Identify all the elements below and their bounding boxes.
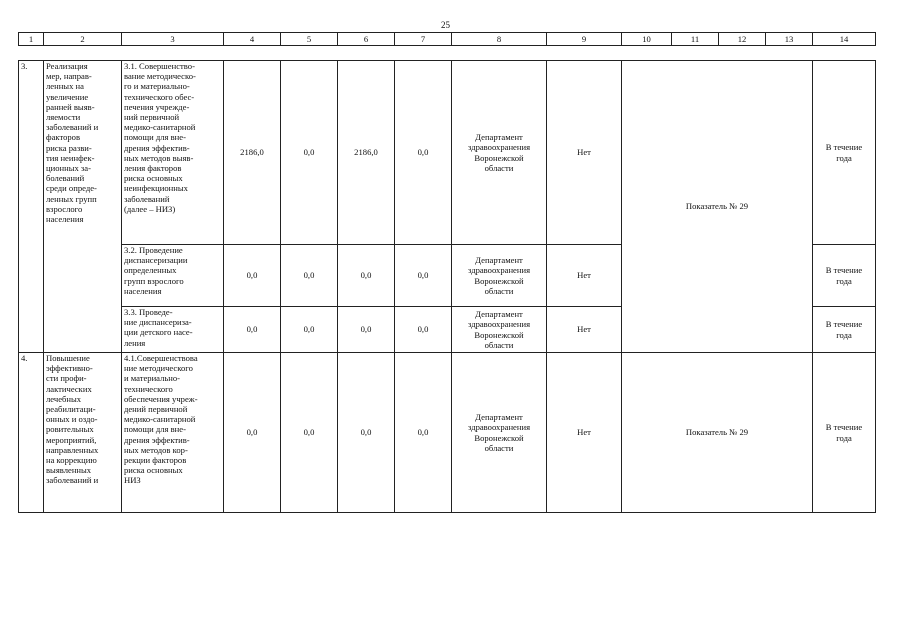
value-cell: 0,0 (338, 307, 395, 353)
funding-cell: Нет (547, 245, 622, 307)
measures-table (18, 32, 876, 513)
header-cell: 14 (813, 33, 876, 46)
indicator-cell: Показатель № 29 (622, 61, 813, 353)
executor-cell: Департамент здравоохранения Воронежской области (452, 307, 547, 353)
indicator-cell: Показатель № 29 (622, 353, 813, 513)
funding-cell: Нет (547, 353, 622, 513)
row-number: 3. (19, 61, 44, 353)
value-cell: 0,0 (281, 353, 338, 513)
value-cell: 0,0 (395, 307, 452, 353)
header-cell: 6 (338, 33, 395, 46)
table-row (19, 353, 876, 513)
measure-text: 3.1. Совершенство- вание методическо- го и материально- технического обес- печения учрежде- ний первичной медико-санитарной помощи для вне- дрения эффектив- ных методов выяв- ления факторов риска основных неинфекционных заболеваний (далее – НИЗ) (122, 61, 224, 245)
header-cell: 1 (19, 33, 44, 46)
header-cell: 7 (395, 33, 452, 46)
header-cell: 12 (719, 33, 766, 46)
header-row (19, 33, 876, 46)
term-cell: В течение года (813, 353, 876, 513)
value-cell: 0,0 (395, 61, 452, 245)
row-number: 4. (19, 353, 44, 513)
value-cell: 0,0 (395, 245, 452, 307)
header-cell: 8 (452, 33, 547, 46)
header-cell: 13 (766, 33, 813, 46)
header-cell: 9 (547, 33, 622, 46)
value-cell: 0,0 (281, 245, 338, 307)
header-cell: 2 (44, 33, 122, 46)
goal-text: Повышение эффективно- сти профи- лактических лечебных реабилитаци- онных и оздо- ровительных мероприятий, направленных на коррекцию выявленных заболеваний и (44, 353, 122, 513)
goal-text: Реализация мер, направ- ленных на увеличение ранней выяв- ляемости заболеваний и факторов риска разви- тия неинфек- ционных за- болеваний среди опреде- ленных групп взрослого населения (44, 61, 122, 353)
value-cell: 0,0 (224, 245, 281, 307)
measure-text: 3.2. Проведение диспансеризации определенных групп взрослого населения (122, 245, 224, 307)
executor-cell: Департамент здравоохранения Воронежской области (452, 61, 547, 245)
header-cell: 10 (622, 33, 672, 46)
value-cell: 2186,0 (224, 61, 281, 245)
value-cell: 2186,0 (338, 61, 395, 245)
value-cell: 0,0 (281, 307, 338, 353)
header-cell: 5 (281, 33, 338, 46)
header-cell: 11 (672, 33, 719, 46)
header-cell: 4 (224, 33, 281, 46)
executor-cell: Департамент здравоохранения Воронежской области (452, 245, 547, 307)
value-cell: 0,0 (281, 61, 338, 245)
value-cell: 0,0 (224, 307, 281, 353)
table-row (19, 61, 876, 245)
funding-cell: Нет (547, 307, 622, 353)
value-cell: 0,0 (338, 353, 395, 513)
value-cell: 0,0 (395, 353, 452, 513)
page-number: 25 (441, 20, 450, 30)
measure-text: 3.3. Проведе- ние диспансериза- ции детского насе- ления (122, 307, 224, 353)
funding-cell: Нет (547, 61, 622, 245)
term-cell: В течение года (813, 61, 876, 245)
value-cell: 0,0 (338, 245, 395, 307)
term-cell: В течение года (813, 307, 876, 353)
header-cell: 3 (122, 33, 224, 46)
executor-cell: Департамент здравоохранения Воронежской области (452, 353, 547, 513)
measure-text: 4.1.Совершенствова ние методического и материально- технического обеспечения учреж- дений первичной медико-санитарной помощи для вне- дрения эффектив- ных методов кор- рекции факторов риска основных НИЗ (122, 353, 224, 513)
value-cell: 0,0 (224, 353, 281, 513)
term-cell: В течение года (813, 245, 876, 307)
